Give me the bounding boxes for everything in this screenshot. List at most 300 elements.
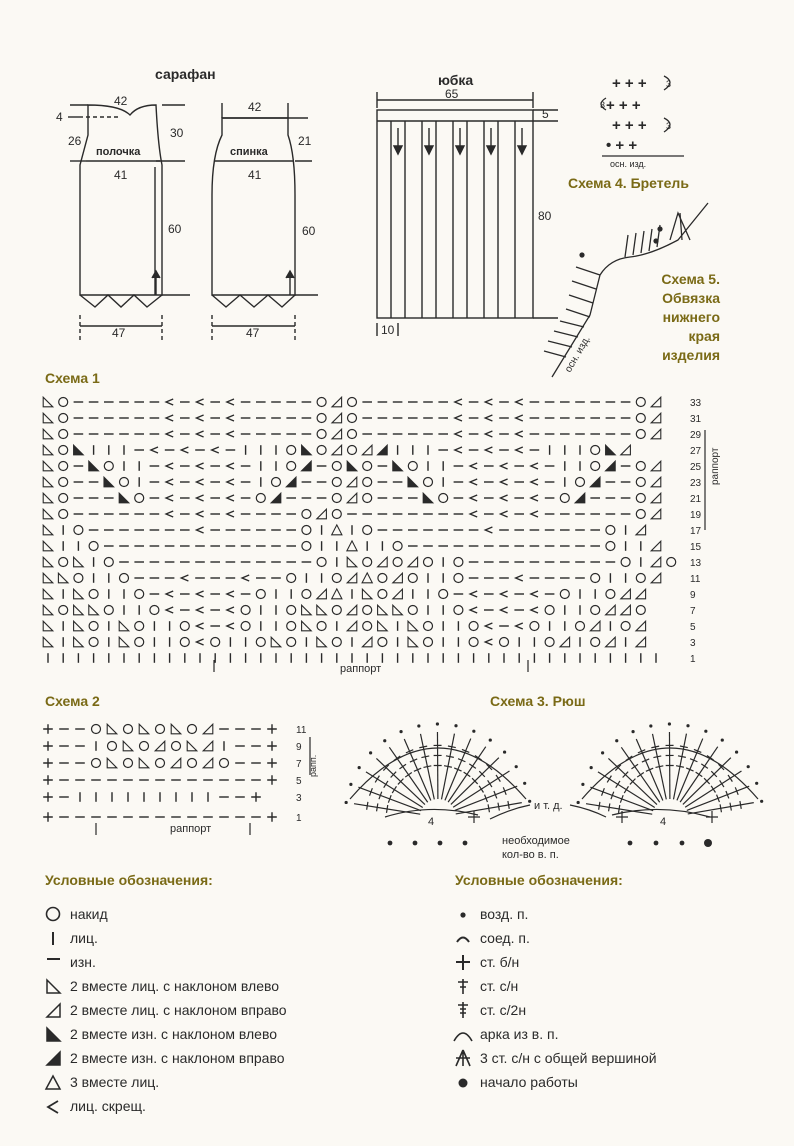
- ruffle-tick: [720, 780, 724, 787]
- scheme1-row-number: 19: [690, 510, 702, 521]
- ruffle-dot: [345, 801, 348, 804]
- ruffle-dot: [601, 751, 604, 754]
- scheme3-title: Схема 3. Рюш: [490, 693, 586, 709]
- ruffle-dot: [668, 722, 671, 725]
- cross-icon: [40, 1097, 66, 1115]
- cross-mark: [485, 623, 492, 629]
- ruffle-tick: [488, 780, 492, 787]
- k2tog-left-mark: [123, 741, 133, 751]
- scheme4-diagram: [598, 70, 708, 170]
- legend-item: лиц.: [40, 927, 98, 949]
- k2tog-left-mark: [43, 557, 53, 567]
- cross-mark: [212, 447, 219, 453]
- ruffle-dot: [581, 783, 584, 786]
- scheme1-row-number: 29: [690, 430, 702, 441]
- k2tog-right-mark: [651, 541, 661, 551]
- ruffle-dot: [399, 730, 402, 733]
- yarn-over-mark: [59, 446, 68, 455]
- k2tog-right-mark: [347, 493, 357, 503]
- sc-mark: [267, 812, 277, 822]
- svg-text:47: 47: [246, 326, 260, 340]
- cross-mark: [166, 431, 173, 437]
- k2tog-left-mark: [74, 605, 84, 615]
- yarn-over-mark: [393, 558, 402, 567]
- legend-item: 2 вместе изн. с наклоном влево: [40, 1023, 277, 1045]
- cross-mark: [196, 623, 203, 629]
- yarn-over-mark: [92, 759, 101, 768]
- ruffle-tick: [421, 756, 429, 758]
- p2tog-right-mark: [302, 461, 312, 471]
- ruffle-dot: [454, 724, 457, 727]
- k2tog-right-mark: [651, 477, 661, 487]
- start-icon: [450, 1073, 476, 1091]
- yarn-over-mark: [591, 606, 600, 615]
- sc-mark: [43, 812, 53, 822]
- back-outline: [212, 118, 295, 295]
- k2tog-left-mark: [43, 445, 53, 455]
- k2tog-right-mark: [651, 413, 661, 423]
- cross-mark: [516, 431, 523, 437]
- k2tog-right-mark: [621, 605, 631, 615]
- cross-mark: [166, 607, 173, 613]
- scheme1-row-number: 9: [690, 590, 696, 601]
- scheme1-row-number: 31: [690, 414, 702, 425]
- yarn-over-mark: [59, 558, 68, 567]
- yarn-over-mark: [545, 638, 554, 647]
- cross-mark: [196, 607, 203, 613]
- yarn-over-mark: [636, 606, 645, 615]
- yarn-over-mark: [348, 414, 357, 423]
- yarn-over-mark: [302, 542, 311, 551]
- yarn-over-mark: [393, 542, 402, 551]
- cross-mark: [196, 479, 203, 485]
- k2tog-right-mark: [606, 637, 616, 647]
- yarn-over-mark: [363, 526, 372, 535]
- yarn-over-mark: [108, 742, 117, 751]
- p2tog-left-mark: [74, 445, 84, 455]
- yarn-over-mark: [560, 590, 569, 599]
- legend-item: арка из в. п.: [450, 1023, 559, 1045]
- scheme5-title-line-5: изделия: [662, 347, 720, 363]
- k3tog-mark: [347, 541, 357, 551]
- ruffle-tick: [599, 802, 600, 810]
- dc-icon: [450, 977, 476, 995]
- scheme4-title: Схема 4. Бретель: [568, 175, 689, 191]
- back-zigzag: [212, 295, 295, 307]
- yarn-over-mark: [332, 494, 341, 503]
- yarn-over-mark: [287, 574, 296, 583]
- cross-mark: [166, 415, 173, 421]
- legend-item: накид: [40, 903, 108, 925]
- cross-mark: [455, 447, 462, 453]
- ruffle-dot: [523, 782, 526, 785]
- yarn-over-mark: [332, 574, 341, 583]
- ruffle-dot: [472, 730, 475, 733]
- k2tog-right-mark: [651, 573, 661, 583]
- scheme1-row-number: 5: [690, 622, 696, 633]
- cross-mark: [227, 607, 234, 613]
- ruffle-dot: [577, 801, 580, 804]
- yarn-over-mark: [591, 446, 600, 455]
- yarn-over-mark: [363, 606, 372, 615]
- k2tog-right-mark: [651, 429, 661, 439]
- ruffle-dot: [515, 765, 518, 768]
- yarn-over-mark: [636, 494, 645, 503]
- svg-text:+ + +: + + +: [612, 75, 647, 92]
- sc-mark: [43, 758, 53, 768]
- k2tog-right-mark: [606, 605, 616, 615]
- p2tog-right-mark: [271, 493, 281, 503]
- k2tog-left-mark: [139, 758, 149, 768]
- k2tog-right-mark: [621, 445, 631, 455]
- legend-item: лиц. скрещ.: [40, 1095, 146, 1117]
- yarn-over-mark: [348, 446, 357, 455]
- yarn-over-mark: [636, 430, 645, 439]
- k2tog-left-mark: [408, 621, 418, 631]
- ruffle-dot: [528, 800, 531, 803]
- cross-mark: [181, 575, 188, 581]
- cross-mark: [151, 447, 158, 453]
- yarn-over-mark: [317, 558, 326, 567]
- k2tog-left-mark: [43, 573, 53, 583]
- p2tog-left-icon: [40, 1025, 66, 1043]
- yarn-over-mark: [156, 759, 165, 768]
- yarn-over-mark: [424, 638, 433, 647]
- legend-item: ст. б/н: [450, 951, 519, 973]
- yarn-over-mark: [363, 478, 372, 487]
- k2tog-right-mark: [636, 589, 646, 599]
- ruffle-dot: [760, 800, 763, 803]
- scheme2-title: Схема 2: [45, 693, 100, 709]
- yarn-over-mark: [256, 590, 265, 599]
- svg-text:3: 3: [666, 121, 672, 131]
- scheme1-row-number: 21: [690, 494, 702, 505]
- yarn-over-mark: [287, 462, 296, 471]
- ruffle-tick: [720, 804, 721, 812]
- k2tog-left-mark: [43, 605, 53, 615]
- yarn-over-mark: [332, 478, 341, 487]
- legend-item: ст. с/н: [450, 975, 518, 997]
- k3tog-mark: [332, 525, 342, 535]
- cross-mark: [470, 591, 477, 597]
- yarn-over-mark: [120, 574, 129, 583]
- legend-item: 2 вместе лиц. с наклоном влево: [40, 975, 279, 997]
- p2tog-left-mark: [89, 461, 99, 471]
- svg-text:42: 42: [248, 100, 262, 114]
- yarn-over-mark: [92, 725, 101, 734]
- cross-mark: [531, 463, 538, 469]
- scheme1-chart: [40, 390, 780, 675]
- ruffle-tick: [392, 786, 396, 793]
- k2tog-left-mark: [43, 397, 53, 407]
- k2tog-left-mark: [43, 589, 53, 599]
- cross-mark: [531, 607, 538, 613]
- legend-item: возд. п.: [450, 903, 528, 925]
- cross-mark: [531, 511, 538, 517]
- yarn-over-mark: [636, 414, 645, 423]
- ruffle-dot: [417, 724, 420, 727]
- yarn-over-mark: [302, 526, 311, 535]
- yarn-over-mark: [439, 494, 448, 503]
- legend-knit-title: Условные обозначения:: [45, 872, 213, 888]
- cross-mark: [500, 479, 507, 485]
- ruffle-tick: [655, 766, 663, 768]
- cross-mark: [500, 607, 507, 613]
- k2tog-right-mark: [155, 741, 165, 751]
- yarn-over-mark: [363, 494, 372, 503]
- p2tog-right-icon: [40, 1049, 66, 1067]
- cross-mark: [485, 447, 492, 453]
- k2tog-left-mark: [89, 605, 99, 615]
- svg-text:+ + +: + + +: [612, 117, 647, 134]
- yarn-over-mark: [220, 759, 229, 768]
- ruffle-tick: [696, 772, 703, 776]
- svg-text:30: 30: [170, 126, 184, 140]
- yarn-over-mark: [135, 494, 144, 503]
- yarn-over-mark: [408, 606, 417, 615]
- yarn-over-mark: [378, 574, 387, 583]
- k2tog-right-mark: [378, 557, 388, 567]
- ruffle-tick: [678, 756, 686, 758]
- k2tog-left-mark: [43, 413, 53, 423]
- k2tog-left-mark: [302, 605, 312, 615]
- cross-mark: [516, 415, 523, 421]
- k2tog-right-mark: [636, 525, 646, 535]
- cross-mark: [196, 639, 203, 645]
- yarn-over-mark: [500, 638, 509, 647]
- yarn-over-mark: [241, 606, 250, 615]
- k2tog-left-mark: [378, 605, 388, 615]
- ruffle-tick: [637, 772, 644, 777]
- k2tog-left-mark: [74, 637, 84, 647]
- k3tog-mark: [332, 589, 342, 599]
- svg-text:41: 41: [248, 168, 262, 182]
- svg-text:• + +: • + +: [606, 137, 638, 154]
- ruffle-tick: [653, 756, 661, 758]
- yarn-over-mark: [348, 398, 357, 407]
- ruffle-dot: [686, 724, 689, 727]
- yarn-over-mark: [378, 590, 387, 599]
- yarn-over-mark: [469, 622, 478, 631]
- yarn-over-mark: [606, 590, 615, 599]
- cross-mark: [227, 431, 234, 437]
- k2tog-left-mark: [408, 637, 418, 647]
- yarn-over-mark: [135, 590, 144, 599]
- scheme2-rapport-bottom: раппорт: [170, 823, 212, 835]
- cluster-icon: [450, 1048, 476, 1068]
- k2tog-left-mark: [43, 637, 53, 647]
- yarn-over-mark: [424, 478, 433, 487]
- scheme1-row-number: 11: [690, 574, 701, 585]
- cross-mark: [485, 527, 492, 533]
- cross-mark: [227, 511, 234, 517]
- ruffle-dot: [489, 738, 492, 741]
- k2tog-left-mark: [74, 621, 84, 631]
- cross-mark: [470, 463, 477, 469]
- cross-mark: [166, 495, 173, 501]
- yarn-over-mark: [302, 510, 311, 519]
- cross-mark: [196, 511, 203, 517]
- p2tog-left-mark: [119, 493, 129, 503]
- yarn-over-mark: [636, 398, 645, 407]
- cross-mark: [166, 399, 173, 405]
- yarn-over-mark: [636, 478, 645, 487]
- cross-mark: [516, 575, 523, 581]
- yarn-over-mark: [576, 478, 585, 487]
- k2tog-right-mark: [590, 621, 600, 631]
- ruffle-tick: [740, 801, 741, 809]
- ruffle-tick: [728, 775, 732, 782]
- ruffle-dot: [369, 751, 372, 754]
- yarn-over-mark: [104, 462, 113, 471]
- k2tog-left-mark: [271, 637, 281, 647]
- ruffle-fan-right: [577, 722, 764, 814]
- scheme2-rows: [43, 724, 277, 822]
- legend-item: 2 вместе лиц. с наклоном вправо: [40, 999, 287, 1021]
- ruffle-dot: [615, 739, 618, 742]
- yarn-over-mark: [135, 638, 144, 647]
- yarn-over-mark: [317, 446, 326, 455]
- ruffle-tick: [419, 746, 427, 748]
- ruffle-tick: [387, 805, 388, 813]
- k2tog-left-mark: [74, 557, 84, 567]
- cross-mark: [166, 511, 173, 517]
- cross-mark: [470, 495, 477, 501]
- cross-mark: [531, 479, 538, 485]
- cross-mark: [196, 591, 203, 597]
- cross-mark: [227, 463, 234, 469]
- k2tog-left-mark: [119, 637, 129, 647]
- hdc-icon: [450, 1001, 476, 1019]
- cross-mark: [227, 591, 234, 597]
- scheme2-chart: [40, 715, 330, 840]
- yarn-over-mark: [272, 478, 281, 487]
- k2tog-right-mark: [347, 621, 357, 631]
- cross-mark: [181, 447, 188, 453]
- p2tog-left-mark: [606, 445, 616, 455]
- p2tog-left-mark: [302, 445, 312, 455]
- yarn-over-mark: [287, 446, 296, 455]
- legend-item: соед. п.: [450, 927, 530, 949]
- svg-text:5: 5: [542, 107, 549, 121]
- yarn-over-mark: [59, 414, 68, 423]
- scheme2-row-number: 5: [296, 776, 302, 787]
- k2tog-left-mark: [302, 621, 312, 631]
- knit-icon: [40, 929, 66, 947]
- ruffle-tick: [399, 764, 406, 769]
- svg-text:4: 4: [56, 110, 63, 124]
- sarafan-title: сарафан: [155, 66, 216, 82]
- ruffle-tick: [616, 781, 620, 788]
- k2tog-left-mark: [43, 429, 53, 439]
- scheme2-row-number: 9: [296, 742, 302, 753]
- k2tog-left-mark: [43, 525, 53, 535]
- scheme1-row-number: 27: [690, 446, 702, 457]
- k2tog-left-mark: [107, 724, 117, 734]
- purl-icon: [40, 953, 66, 971]
- k2tog-right-mark: [651, 509, 661, 519]
- yarn-over-mark: [256, 638, 265, 647]
- yarn-over-mark: [74, 574, 83, 583]
- ruffle-dot: [755, 782, 758, 785]
- yarn-over-mark: [332, 606, 341, 615]
- cross-mark: [516, 399, 523, 405]
- k2tog-right-mark: [203, 758, 213, 768]
- cross-mark: [196, 415, 203, 421]
- k2tog-left-mark: [43, 621, 53, 631]
- k2tog-right-mark: [332, 445, 342, 455]
- cross-mark: [166, 479, 173, 485]
- yarn-over-mark: [150, 606, 159, 615]
- ruffle-tick: [609, 803, 610, 811]
- cross-mark: [485, 415, 492, 421]
- ruffle-tick: [711, 786, 715, 793]
- cross-mark: [500, 495, 507, 501]
- p2tog-left-mark: [347, 461, 357, 471]
- ruffle-dot: [358, 766, 361, 769]
- yarn-over-mark: [454, 558, 463, 567]
- ruffle-dot: [590, 766, 593, 769]
- yarn-over-mark: [256, 494, 265, 503]
- yarn-over-mark: [636, 574, 645, 583]
- k2tog-left-mark: [43, 493, 53, 503]
- scheme3-etc: и т. д.: [534, 800, 563, 812]
- yarn-over-mark: [188, 759, 197, 768]
- yarn-over-mark: [89, 622, 98, 631]
- cross-mark: [166, 463, 173, 469]
- k2tog-right-mark: [332, 397, 342, 407]
- ruffle-tick: [464, 772, 471, 776]
- yarn-over-mark: [89, 542, 98, 551]
- yarn-over-mark: [59, 462, 68, 471]
- k2tog-left-mark: [187, 741, 197, 751]
- cross-mark: [166, 591, 173, 597]
- k2tog-left-mark: [43, 509, 53, 519]
- ruffle-dot: [503, 750, 506, 753]
- yarn-over-mark: [89, 590, 98, 599]
- cross-mark: [455, 399, 462, 405]
- yarn-over-mark: [287, 622, 296, 631]
- k2tog-right-mark: [393, 589, 403, 599]
- scheme5-title-line-4: края: [688, 328, 720, 344]
- cross-mark: [227, 415, 234, 421]
- yarn-over-icon: [40, 905, 66, 923]
- scheme3-needed-line1: необходимое: [502, 835, 570, 847]
- k2tog-right-mark: [347, 477, 357, 487]
- scheme1-rows: [43, 397, 676, 663]
- yarn-over-mark: [591, 462, 600, 471]
- cross-mark: [455, 415, 462, 421]
- scheme2-row-number: 7: [296, 759, 302, 770]
- ruffle-dot: [735, 750, 738, 753]
- scheme1-rapport-bottom: раппорт: [340, 663, 382, 675]
- scheme2-row-number: 11: [296, 725, 307, 736]
- ruffle-tick: [676, 766, 684, 768]
- ruffle-tick: [423, 766, 431, 768]
- k2tog-right-mark: [317, 509, 327, 519]
- k2tog-left-mark: [317, 605, 327, 615]
- scheme1-row-number: 1: [690, 654, 696, 665]
- yarn-over-mark: [180, 622, 189, 631]
- cross-mark: [470, 511, 477, 517]
- k2tog-left-mark: [378, 621, 388, 631]
- p2tog-right-mark: [286, 477, 296, 487]
- skirt-arrows: [394, 128, 526, 154]
- svg-text:41: 41: [114, 168, 128, 182]
- scheme5-base-label: осн. изд.: [563, 334, 593, 375]
- chain-arch-icon: [450, 1025, 476, 1043]
- yubka-title: юбка: [438, 72, 474, 88]
